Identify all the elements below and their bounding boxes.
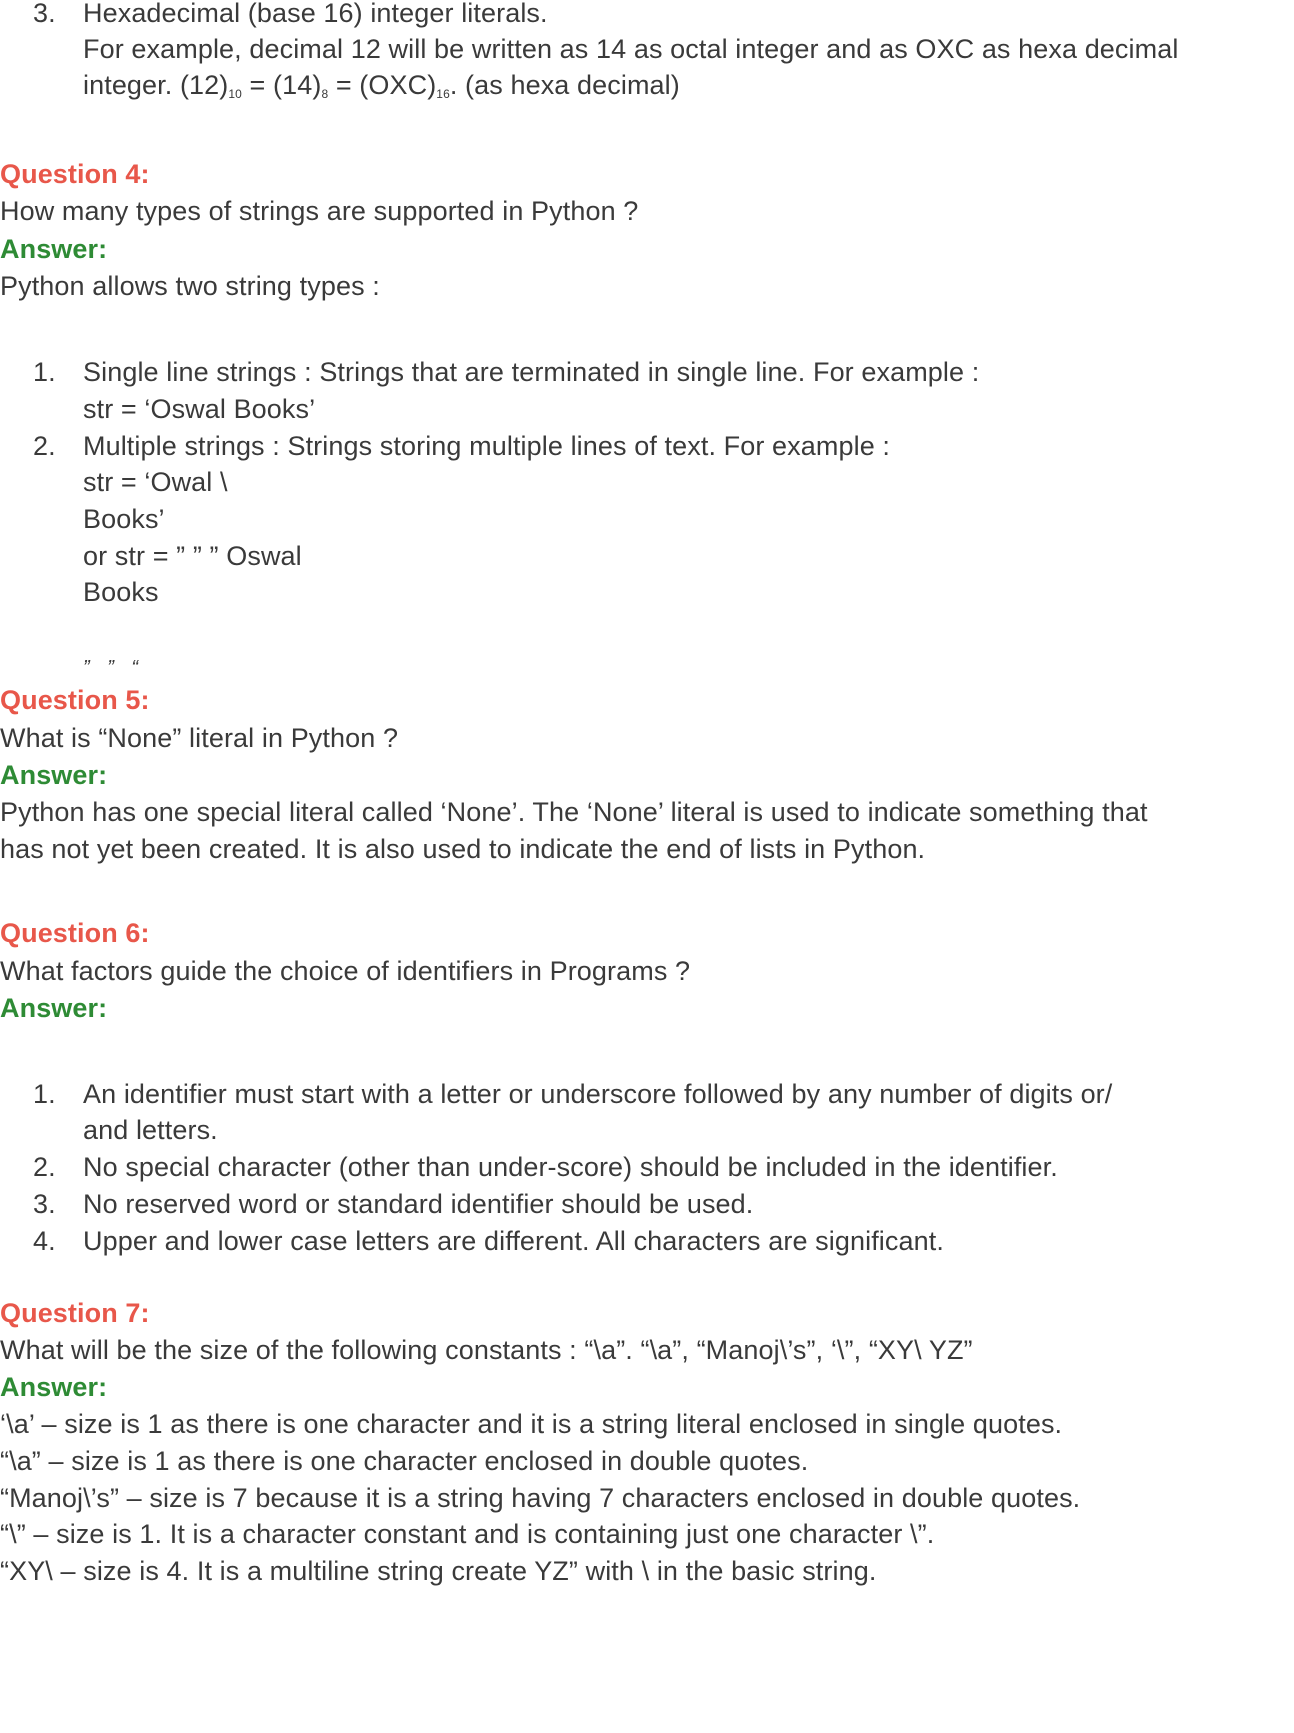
question-text: How many types of strings are supported in Python ?: [0, 196, 639, 226]
list-number: 4.: [33, 1226, 56, 1256]
list-item-text: ” ” “: [83, 657, 145, 679]
question-text: What is “None” literal in Python ?: [0, 723, 399, 753]
list-item-text: str = ‘Oswal Books’: [83, 394, 316, 424]
question-label: Question 6:: [0, 918, 150, 948]
list-item-text: Books’: [83, 504, 165, 534]
list-item-text: or str = ” ” ” Oswal: [83, 541, 302, 571]
question-label: Question 5:: [0, 685, 150, 715]
list-number: 3.: [33, 1189, 56, 1219]
list-item-text: Books: [83, 577, 159, 607]
list-item-text: and letters.: [83, 1115, 218, 1145]
list-item-text: For example, decimal 12 will be written as 14 as octal integer and as OXC as hexa decimal: [83, 34, 1179, 64]
question-label: Question 7:: [0, 1298, 150, 1328]
answer-label: Answer:: [0, 234, 108, 264]
list-number: 1.: [33, 357, 56, 387]
answer-text: “\a” – size is 1 as there is one character enclosed in double quotes.: [0, 1446, 809, 1476]
answer-text: “XY\ – size is 4. It is a multiline string create YZ” with \ in the basic string.: [0, 1556, 877, 1586]
answer-text: ‘\a’ – size is 1 as there is one character and it is a string literal enclosed in single quotes.: [0, 1409, 1063, 1439]
question-text: What will be the size of the following constants : “\a”. “\a”, “Manoj\’s”, ‘\”, “XY\ YZ”: [0, 1335, 973, 1365]
list-item-text: Hexadecimal (base 16) integer literals.: [83, 0, 548, 28]
list-item-text: No reserved word or standard identifier should be used.: [83, 1189, 754, 1219]
list-number: 2.: [33, 1152, 56, 1182]
answer-text: has not yet been created. It is also used to indicate the end of lists in Python.: [0, 834, 926, 864]
answer-text: “\” – size is 1. It is a character constant and is containing just one character \”.: [0, 1519, 935, 1549]
question-label: Question 4:: [0, 159, 150, 189]
list-number: 2.: [33, 431, 56, 461]
list-item-text: Multiple strings : Strings storing multiple lines of text. For example :: [83, 431, 891, 461]
list-item-text: Single line strings : Strings that are terminated in single line. For example :: [83, 357, 980, 387]
list-item-text: An identifier must start with a letter or underscore followed by any number of digits or/: [83, 1079, 1113, 1109]
list-number: 3.: [33, 0, 56, 28]
answer-text: Python has one special literal called ‘None’. The ‘None’ literal is used to indicate something that: [0, 797, 1148, 827]
list-item-text: No special character (other than under-score) should be included in the identifier.: [83, 1152, 1058, 1182]
answer-label: Answer:: [0, 760, 108, 790]
answer-text: Python allows two string types :: [0, 271, 380, 301]
answer-label: Answer:: [0, 993, 108, 1023]
list-item-text: str = ‘Owal \: [83, 467, 228, 497]
question-text: What factors guide the choice of identifiers in Programs ?: [0, 956, 691, 986]
answer-label: Answer:: [0, 1372, 108, 1402]
list-number: 1.: [33, 1079, 56, 1109]
list-item-text: integer. $(12)_{10} = (14)_8 = (OXC)_{16}$. (as hexa decimal): [83, 70, 680, 101]
list-item-text: Upper and lower case letters are different. All characters are significant.: [83, 1226, 944, 1256]
answer-text: “Manoj\’s” – size is 7 because it is a string having 7 characters enclosed in double quotes.: [0, 1483, 1081, 1513]
